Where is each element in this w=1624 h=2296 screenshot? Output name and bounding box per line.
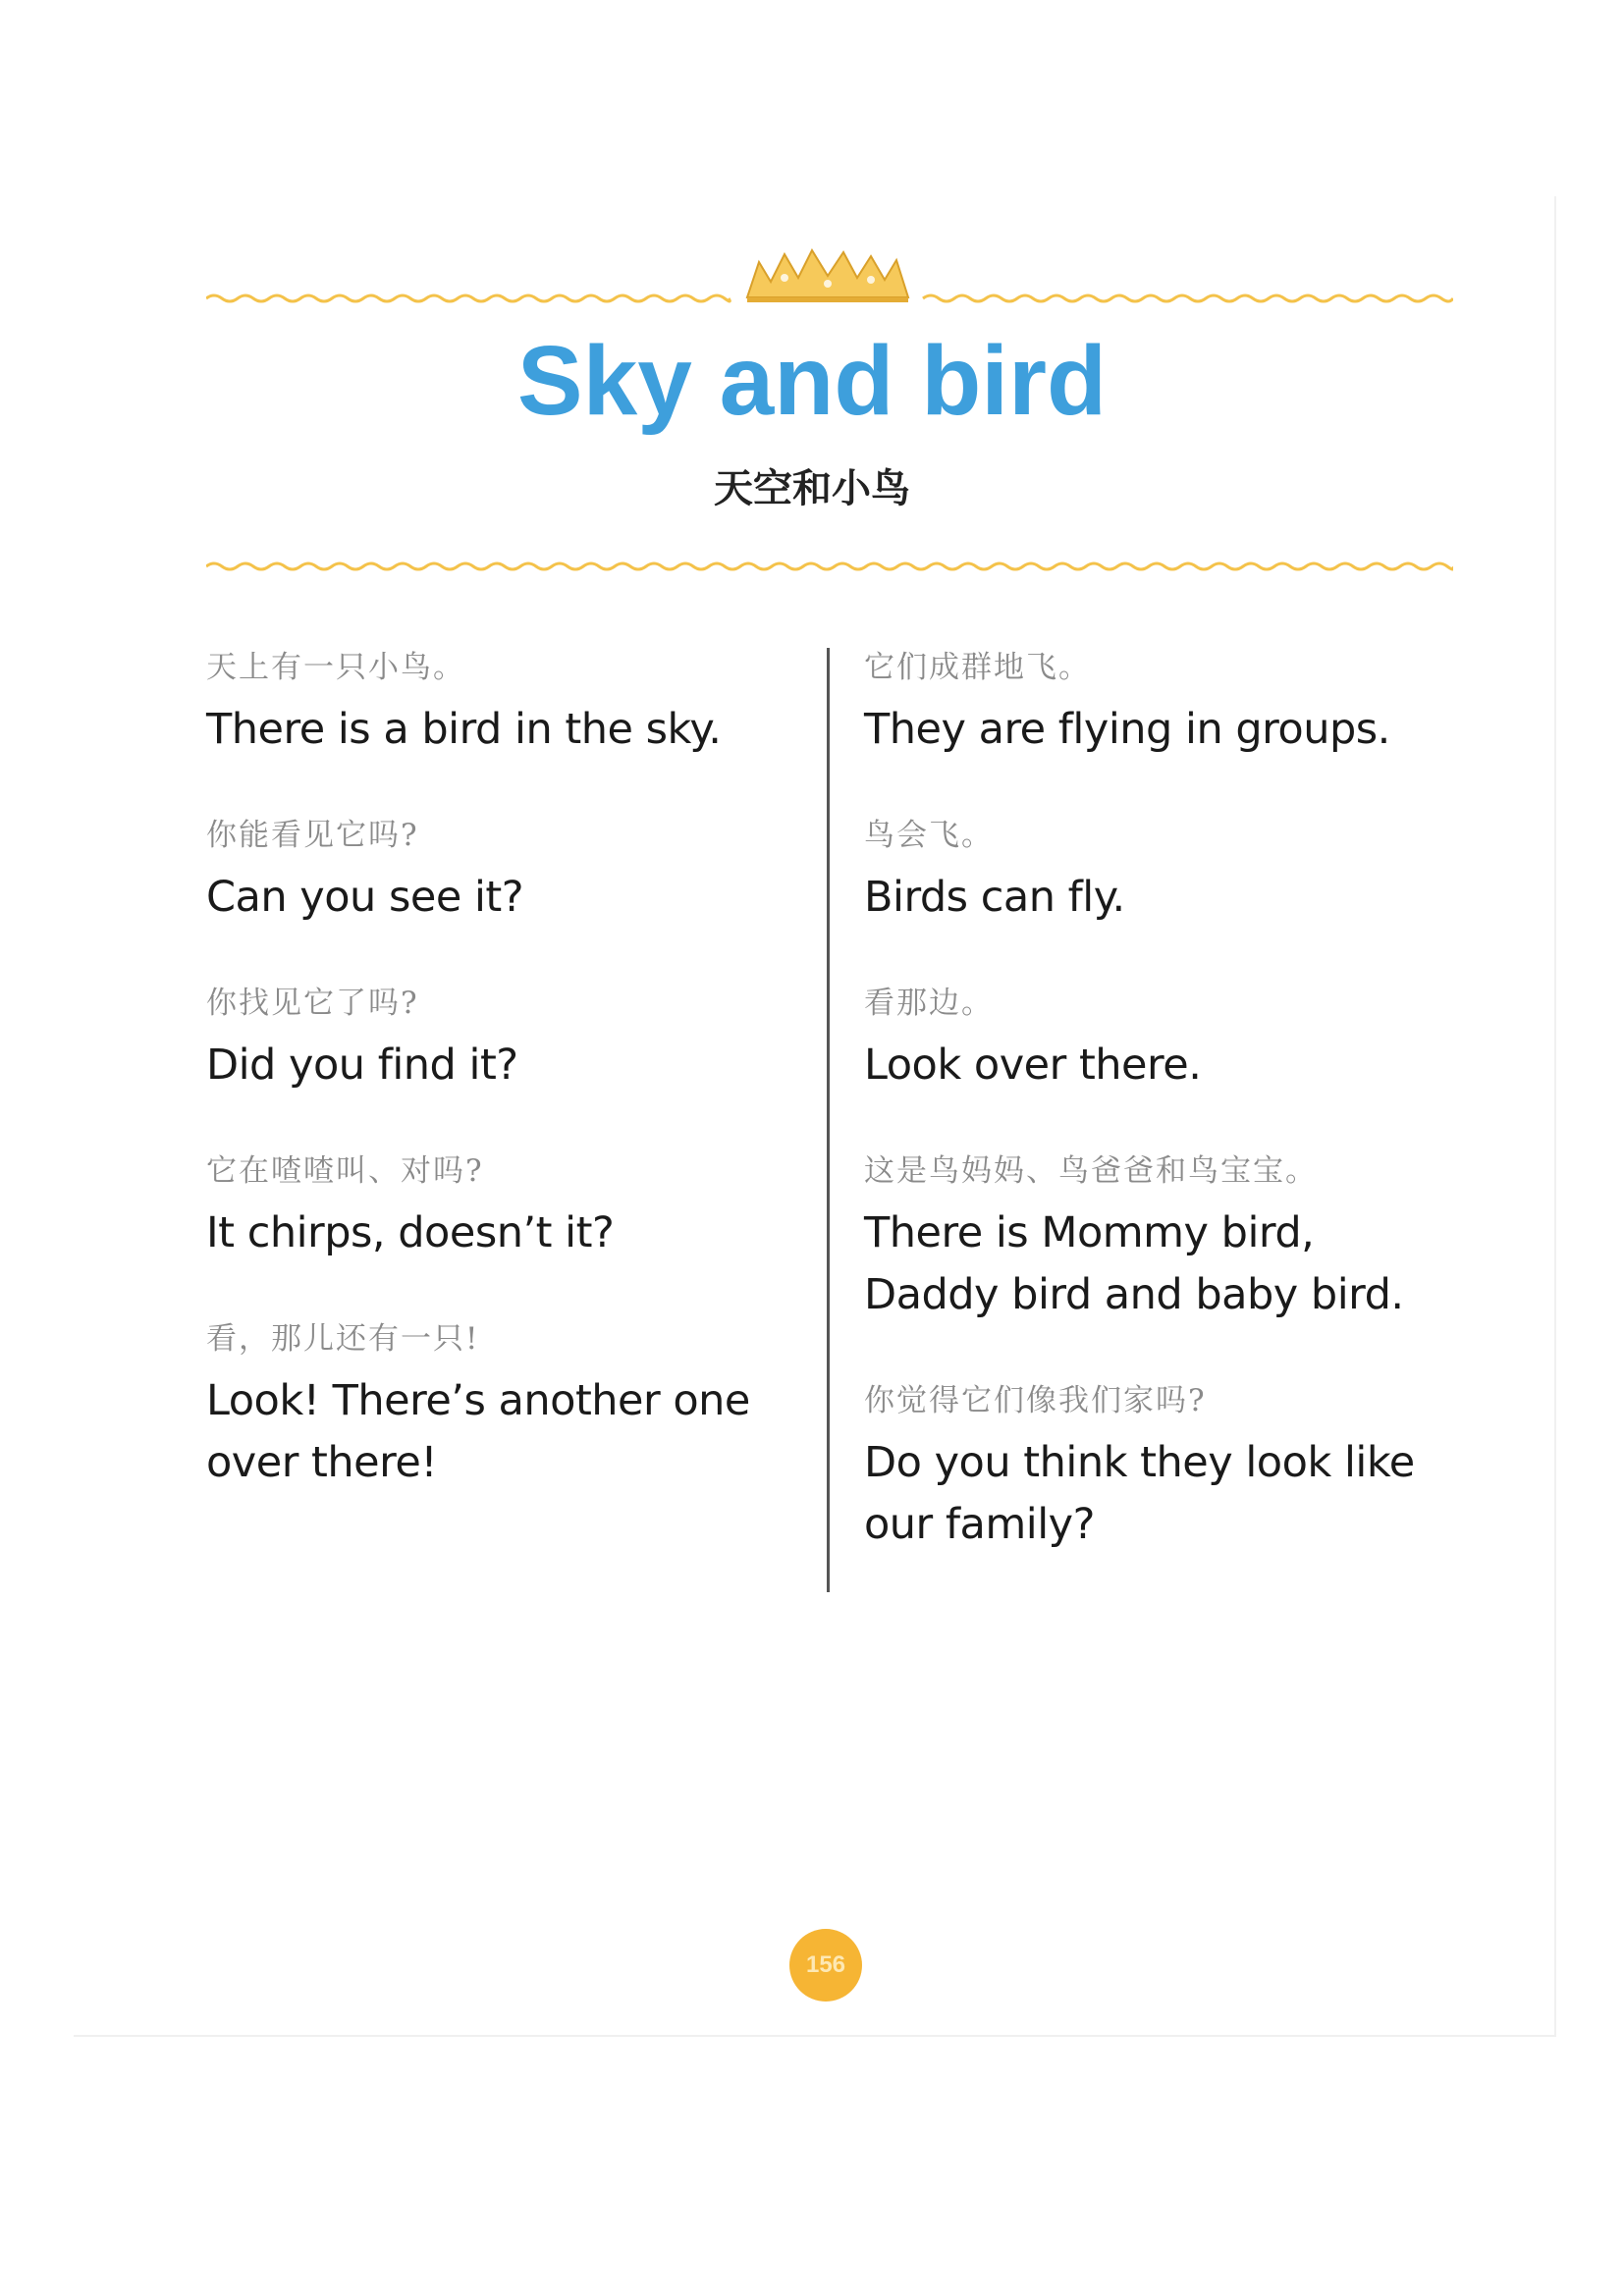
phrase-entry — [864, 984, 1453, 1096]
phrase-entry — [864, 816, 1453, 929]
english-line: There is Mommy bird, Daddy bird and baby bird. — [864, 1208, 1404, 1319]
english-line: Birds can fly. — [864, 873, 1125, 922]
bottom-wave-divider — [206, 559, 1453, 574]
left-column — [206, 648, 795, 1549]
english-line: Can you see it? — [206, 873, 524, 922]
crown-ornament-icon — [741, 248, 913, 303]
page-subtitle-chinese: 天空和小鸟 — [714, 466, 910, 511]
english-line: There is a bird in the sky. — [206, 705, 722, 754]
page-title: Sky and bird — [516, 326, 1108, 436]
phrase-entry — [206, 1151, 795, 1264]
chinese-line: 鸟会飞。 — [864, 818, 994, 853]
english-line: They are flying in groups. — [864, 705, 1390, 754]
phrase-entry — [206, 984, 795, 1096]
english-line: Did you find it? — [206, 1041, 518, 1090]
phrase-entry — [864, 1381, 1453, 1556]
chinese-line: 这是鸟妈妈、鸟爸爸和鸟宝宝。 — [864, 1153, 1318, 1189]
column-divider — [827, 648, 830, 1592]
page-edge-bottom — [74, 2035, 1556, 2037]
phrase-entry — [206, 816, 795, 929]
phrase-entry — [206, 648, 795, 761]
phrase-entry — [864, 648, 1453, 761]
right-column — [864, 648, 1453, 1611]
english-line: Look! There’s another one over there! — [206, 1376, 750, 1487]
chinese-line: 它们成群地飞。 — [864, 650, 1091, 685]
english-line: Look over there. — [864, 1041, 1202, 1090]
chinese-line: 你觉得它们像我们家吗? — [864, 1383, 1207, 1418]
chinese-line: 你能看见它吗? — [206, 818, 419, 853]
chinese-line: 你找见它了吗? — [206, 986, 419, 1021]
english-line: It chirps, doesn’t it? — [206, 1208, 615, 1257]
chinese-line: 它在喳喳叫、对吗? — [206, 1153, 484, 1189]
phrase-entry — [206, 1319, 795, 1494]
phrase-entry — [864, 1151, 1453, 1326]
chinese-line: 看那边。 — [864, 986, 994, 1021]
english-line: Do you think they look like our family? — [864, 1438, 1415, 1549]
chinese-line: 天上有一只小鸟。 — [206, 650, 465, 685]
page-number-badge: 156 — [789, 1929, 862, 2002]
chinese-line: 看，那儿还有一只! — [206, 1321, 480, 1357]
